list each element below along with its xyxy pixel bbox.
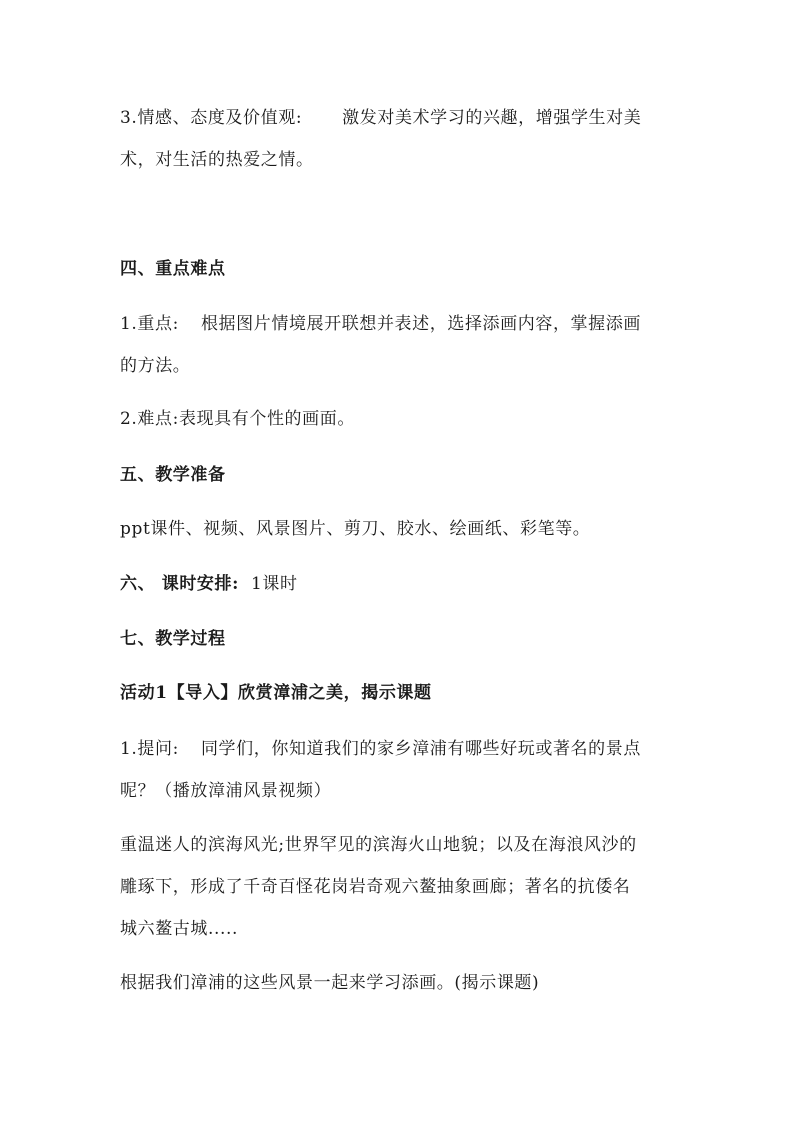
section-heading-preparation: 五、教学准备 [120, 465, 226, 485]
schedule-line [120, 574, 298, 594]
key-point-label: 1.重点: [120, 314, 179, 334]
section-heading-schedule: 六、 课时安排: [120, 574, 239, 594]
section-heading-key-points: 四、重点难点 [120, 259, 226, 279]
scenery-paragraph-line-2: 雕琢下，形成了千奇百怪花岗岩奇观六鳌抽象画廊；著名的抗倭名 [120, 877, 631, 897]
difficult-point: 2.难点:表现具有个性的画面。 [120, 409, 355, 429]
question-line-1 [120, 739, 641, 759]
key-point-line-1 [120, 314, 641, 334]
scenery-paragraph-line-3: 城六鳌古城..... [120, 919, 239, 939]
question-text-1: 同学们，你知道我们的家乡漳浦有哪些好玩或著名的景点 [200, 739, 641, 759]
preparation-text: ppt课件、视频、风景图片、剪刀、胶水、绘画纸、彩笔等。 [120, 519, 591, 539]
activity-1-title: 活动1【导入】欣赏漳浦之美，揭示课题 [120, 683, 432, 703]
emotion-goal-line-2: 术，对生活的热爱之情。 [120, 150, 314, 170]
question-label: 1.提问: [120, 739, 179, 759]
schedule-value: 1课时 [251, 574, 298, 594]
emotion-goal-text-1: 激发对美术学习的兴趣，增强学生对美 [342, 108, 642, 128]
emotion-goal-line-1 [120, 108, 641, 128]
question-line-2: 呢？（播放漳浦风景视频） [120, 781, 332, 801]
key-point-line-2: 的方法。 [120, 356, 191, 376]
topic-reveal-paragraph: 根据我们漳浦的这些风景一起来学习添画。(揭示课题) [120, 973, 540, 993]
scenery-paragraph-line-1: 重温迷人的滨海风光;世界罕见的滨海火山地貌；以及在海浪风沙的 [120, 835, 637, 855]
section-heading-process: 七、教学过程 [120, 629, 226, 649]
emotion-goal-label: 3.情感、态度及价值观: [120, 108, 303, 128]
key-point-text-1: 根据图片情境展开联想并表述，选择添画内容，掌握添画 [200, 314, 641, 334]
